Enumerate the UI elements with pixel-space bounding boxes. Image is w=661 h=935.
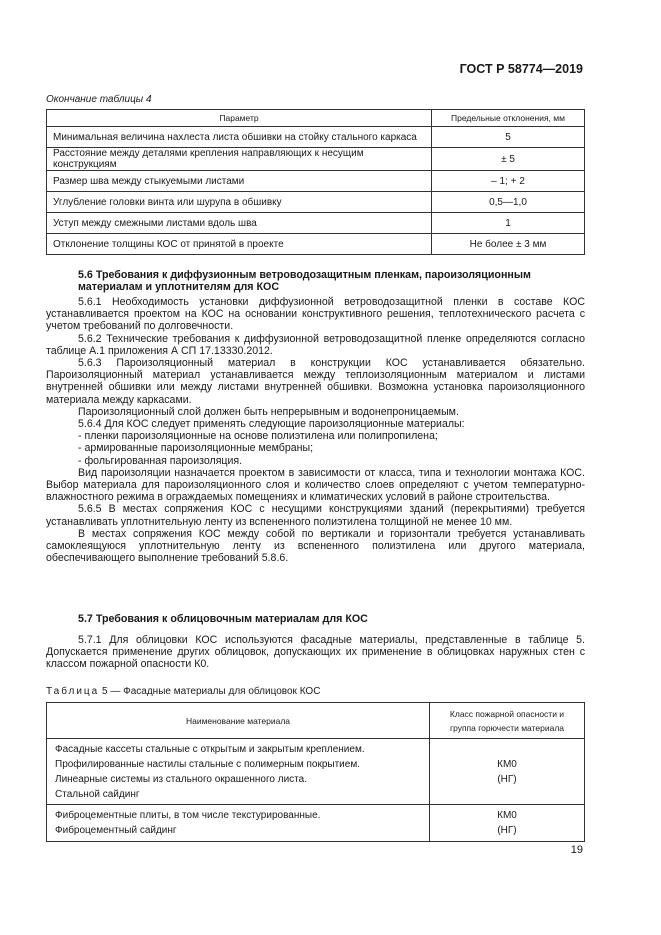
section-5-7-heading: 5.7 Требования к облицовочным материалам для КОС	[78, 613, 368, 625]
table4-value: – 1; + 2	[432, 171, 585, 192]
list-item: - пленки пароизоляционные на основе полиэтилена или полипропилена;	[78, 430, 438, 443]
table-row	[47, 739, 585, 805]
table5-header-row	[47, 703, 585, 739]
section-5-6-body	[46, 296, 585, 564]
paragraph: 5.6.1 Необходимость установки диффузионной ветроводозащитной пленки в составе КОС устанавливается проектом на КОС на основании конструктивного решения, теплотехнического расчета с учетом требований по долговечности.	[46, 296, 585, 333]
table5-caption	[46, 686, 320, 697]
material-item: Фиброцементный сайдинг	[55, 825, 177, 836]
material-item: Профилированные настилы стальные с полимерным покрытием.	[55, 759, 360, 770]
class-value: КМ0	[497, 810, 517, 821]
table5-class-cell	[430, 739, 585, 805]
table4-value: Не более ± 3 мм	[432, 234, 585, 255]
section-5-7-body	[46, 634, 585, 671]
table4-param: Минимальная величина нахлеста листа обшивки на стойку стального каркаса	[47, 127, 432, 148]
material-item: Фиброцементные плиты, в том числе текстурированные.	[55, 810, 321, 821]
class-value: (НГ)	[497, 825, 517, 836]
paragraph: Вид пароизоляции назначается проектом в зависимости от класса, типа и технологии монтажа КОС. Выбор материала для пароизоляционного слоя и количество слоев определяют с учетом температурно-влажностного режима в ограждаемых помещениях и климатических условий в районе строительства.	[46, 466, 585, 504]
paragraph: 5.6.4 Для КОС следует применять следующие пароизоляционные материалы:	[78, 418, 465, 431]
paragraph: 5.6.2 Технические требования к диффузионной ветроводозащитной пленке определяются согласно таблице А.1 приложения А СП 17.13330.2012.	[46, 332, 585, 357]
table-row	[47, 192, 585, 213]
table4-col-deviation: Предельные отклонения, мм	[432, 110, 585, 127]
table4	[46, 109, 585, 255]
table4-param: Уступ между смежными листами вдоль шва	[47, 213, 432, 234]
table5-caption-prefix: Таблица	[46, 686, 100, 697]
document-code: ГОСТ Р 58774—2019	[459, 62, 583, 76]
table5-caption-text: 5 — Фасадные материалы для облицовок КОС	[99, 686, 321, 697]
table4-param: Размер шва между стыкуемыми листами	[47, 171, 432, 192]
material-item: Фасадные кассеты стальные с открытым и закрытым креплением.	[55, 744, 365, 755]
section-5-6-heading: 5.6 Требования к диффузионным ветроводозащитным пленкам, пароизоляционным материалам и уплотнителям для КОС	[78, 269, 531, 294]
table-row	[47, 171, 585, 192]
table-row	[47, 127, 585, 148]
table5-col-name: Наименование материала	[47, 703, 430, 739]
material-item: Линеарные системы из стального окрашенного листа.	[55, 774, 307, 785]
table5-col-class	[430, 703, 585, 739]
list-item: - фольгированная пароизоляция.	[78, 454, 243, 467]
table4-param: Расстояние между деталями крепления направляющих к несущим конструкциям	[47, 148, 432, 171]
table4-param: Углубление головки винта или шурупа в обшивку	[47, 192, 432, 213]
table5-col-class-line: Класс пожарной опасности и	[449, 708, 565, 719]
page-number: 19	[570, 844, 583, 856]
table4-col-param: Параметр	[47, 110, 432, 127]
table-row	[47, 234, 585, 255]
table4-param: Отклонение толщины КОС от принятой в проекте	[47, 234, 432, 255]
paragraph: Пароизоляционный слой должен быть непрерывным и водонепроницаемым.	[78, 405, 459, 418]
paragraph: 5.6.3 Пароизоляционный материал в конструкции КОС устанавливается обязательно. Пароизоляционный материал устанавливается между теплоизоляционным материалом и листами внутренней обшивки или между листами внутренней обшивки. Возможна установка пароизоляционного материала между каркасами.	[46, 357, 585, 406]
table5-materials-cell	[47, 739, 430, 805]
table5-class-cell	[430, 805, 585, 842]
table-row	[47, 148, 585, 171]
table4-value: ± 5	[432, 148, 585, 171]
table4-header-row	[47, 110, 585, 127]
paragraph: 5.6.5 В местах сопряжения КОС с несущими конструкциями зданий (перекрытиями) требуется устанавливать уплотнительную ленту из вспененного полиэтилена толщиной не менее 10 мм.	[46, 503, 585, 528]
paragraph: В местах сопряжения КОС между собой по вертикали и горизонтали требуется устанавливать самоклеящуюся уплотнительную ленту из вспененного полиэтилена или другого материала, обеспечивающего выполнение требований 5.8.6.	[46, 527, 585, 565]
table4-value: 5	[432, 127, 585, 148]
table4-value: 1	[432, 213, 585, 234]
table5	[46, 702, 585, 842]
table5-materials-cell	[47, 805, 430, 842]
class-value: КМ0	[497, 758, 517, 770]
table4-caption: Окончание таблицы 4	[46, 94, 152, 105]
list-item: - армированные пароизоляционные мембраны;	[78, 442, 314, 455]
table-row	[47, 213, 585, 234]
paragraph: 5.7.1 Для облицовки КОС используются фасадные материалы, представленные в таблице 5. Допускается применение других облицовок, допускающих их применение в облицовках наружных стен с классом пожарной опасности К0.	[46, 634, 585, 671]
table5-col-class-line: группа горючести материала	[449, 722, 565, 733]
table4-value: 0,5—1,0	[432, 192, 585, 213]
class-value: (НГ)	[497, 773, 517, 785]
table-row	[47, 805, 585, 842]
material-item: Стальной сайдинг	[55, 789, 140, 800]
